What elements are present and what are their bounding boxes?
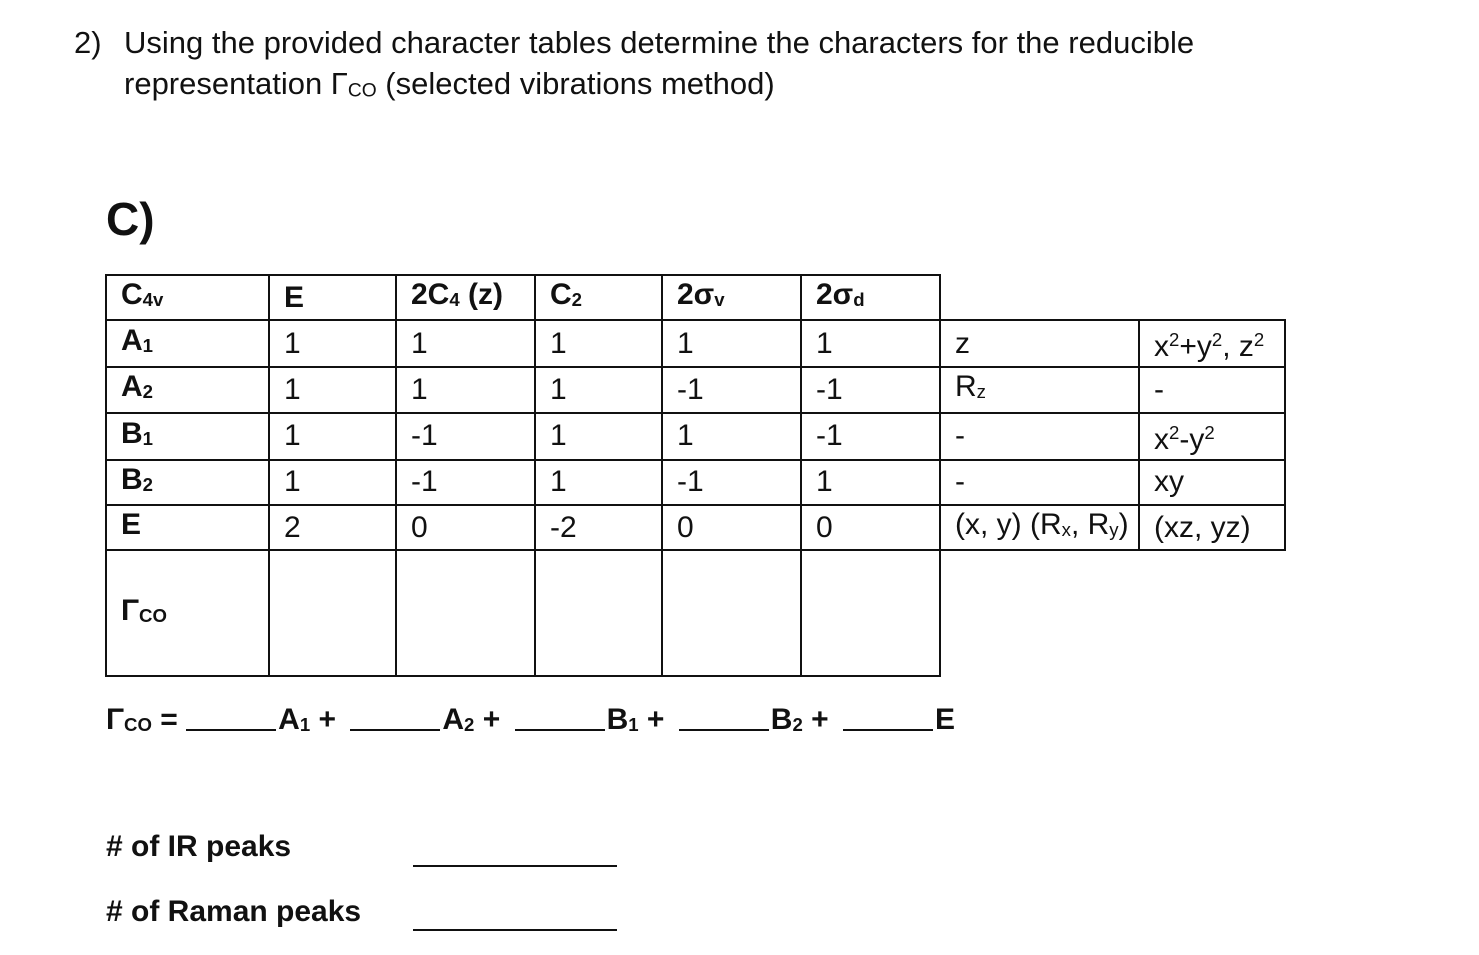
character-cell: -1 — [396, 460, 535, 505]
character-cell: 1 — [535, 367, 662, 412]
character-cell: -1 — [662, 367, 801, 412]
quadratic-function-cell: (xz, yz) — [1139, 505, 1285, 550]
gamma-answer-cell[interactable] — [269, 550, 396, 676]
character-cell: -1 — [662, 460, 801, 505]
gamma-answer-cell[interactable] — [535, 550, 662, 676]
question-number: 2) — [74, 25, 102, 60]
character-cell: -1 — [801, 367, 940, 412]
character-cell: 1 — [396, 367, 535, 412]
table-row — [106, 367, 1285, 412]
table-row — [106, 413, 1285, 460]
irrep-label: B2 — [106, 460, 269, 505]
character-cell: 1 — [662, 320, 801, 367]
gamma-answer-cell[interactable] — [662, 550, 801, 676]
raman-peaks-answer-line[interactable] — [413, 929, 617, 931]
quadratic-function-cell: $x^2-y^2$ — [1139, 413, 1285, 460]
gamma-answer-cell[interactable] — [801, 550, 940, 676]
decomp-term: E — [935, 703, 956, 736]
question-line-2: representation ΓCO (selected vibrations method) — [124, 66, 775, 102]
gamma-decomposition: ΓCO = A1 + A2 + B1 + B2 + E — [106, 703, 956, 736]
coefficient-blank[interactable] — [515, 705, 605, 731]
part-label: C) — [106, 193, 155, 245]
question-line-1: Using the provided character tables determine the characters for the reducible — [124, 25, 1195, 60]
linear-function-cell: z — [940, 320, 1139, 367]
character-cell: 0 — [662, 505, 801, 550]
irrep-label: B1 — [106, 413, 269, 460]
table-row — [106, 505, 1285, 550]
character-cell: 1 — [269, 320, 396, 367]
character-cell: -2 — [535, 505, 662, 550]
raman-peaks-label: # of Raman peaks — [106, 895, 362, 928]
character-cell: 1 — [269, 367, 396, 412]
decomp-term: B2 + — [770, 703, 829, 736]
coefficient-blank[interactable] — [186, 705, 276, 731]
character-cell: 1 — [535, 460, 662, 505]
quadratic-function-cell: xy — [1139, 460, 1285, 505]
character-cell: 1 — [801, 460, 940, 505]
coefficient-blank[interactable] — [843, 705, 933, 731]
quadratic-function-cell: $x^2+y^2$, $z^2$ — [1139, 320, 1285, 367]
ir-peaks-answer-line[interactable] — [413, 865, 617, 867]
character-cell: -1 — [801, 413, 940, 460]
linear-function-cell: - — [940, 460, 1139, 505]
character-cell: 1 — [535, 413, 662, 460]
character-cell: 1 — [269, 460, 396, 505]
linear-function-cell: Rz — [940, 367, 1139, 412]
class-header: 2σv — [662, 275, 801, 320]
linear-function-cell: (x, y) (Rx, Ry) — [940, 505, 1139, 550]
quadratic-function-cell: - — [1139, 367, 1285, 412]
character-cell: 0 — [801, 505, 940, 550]
point-group-cell: C4v — [106, 275, 269, 320]
character-cell: 2 — [269, 505, 396, 550]
character-cell: 0 — [396, 505, 535, 550]
gamma-answer-cell[interactable] — [396, 550, 535, 676]
class-header: 2σd — [801, 275, 940, 320]
ir-peaks-label: # of IR peaks — [106, 830, 292, 863]
character-cell: -1 — [396, 413, 535, 460]
coefficient-blank[interactable] — [679, 705, 769, 731]
gamma-label: ΓCO — [106, 550, 269, 676]
decomp-term: B1 + — [606, 703, 665, 736]
character-cell: 1 — [535, 320, 662, 367]
class-header: C2 — [535, 275, 662, 320]
irrep-label: E — [106, 505, 269, 550]
character-cell: 1 — [396, 320, 535, 367]
character-table — [105, 274, 1286, 677]
character-cell: 1 — [801, 320, 940, 367]
table-row — [106, 320, 1285, 367]
character-cell: 1 — [662, 413, 801, 460]
decomp-term: A1 + — [278, 703, 337, 736]
table-header-row — [106, 275, 1285, 320]
table-row — [106, 460, 1285, 505]
gamma-row — [106, 550, 1285, 676]
linear-function-cell: - — [940, 413, 1139, 460]
irrep-label: A1 — [106, 320, 269, 367]
class-header: 2C4 (z) — [396, 275, 535, 320]
class-header: E — [269, 275, 396, 320]
coefficient-blank[interactable] — [350, 705, 440, 731]
character-cell: 1 — [269, 413, 396, 460]
irrep-label: A2 — [106, 367, 269, 412]
decomp-term: A2 + — [442, 703, 501, 736]
